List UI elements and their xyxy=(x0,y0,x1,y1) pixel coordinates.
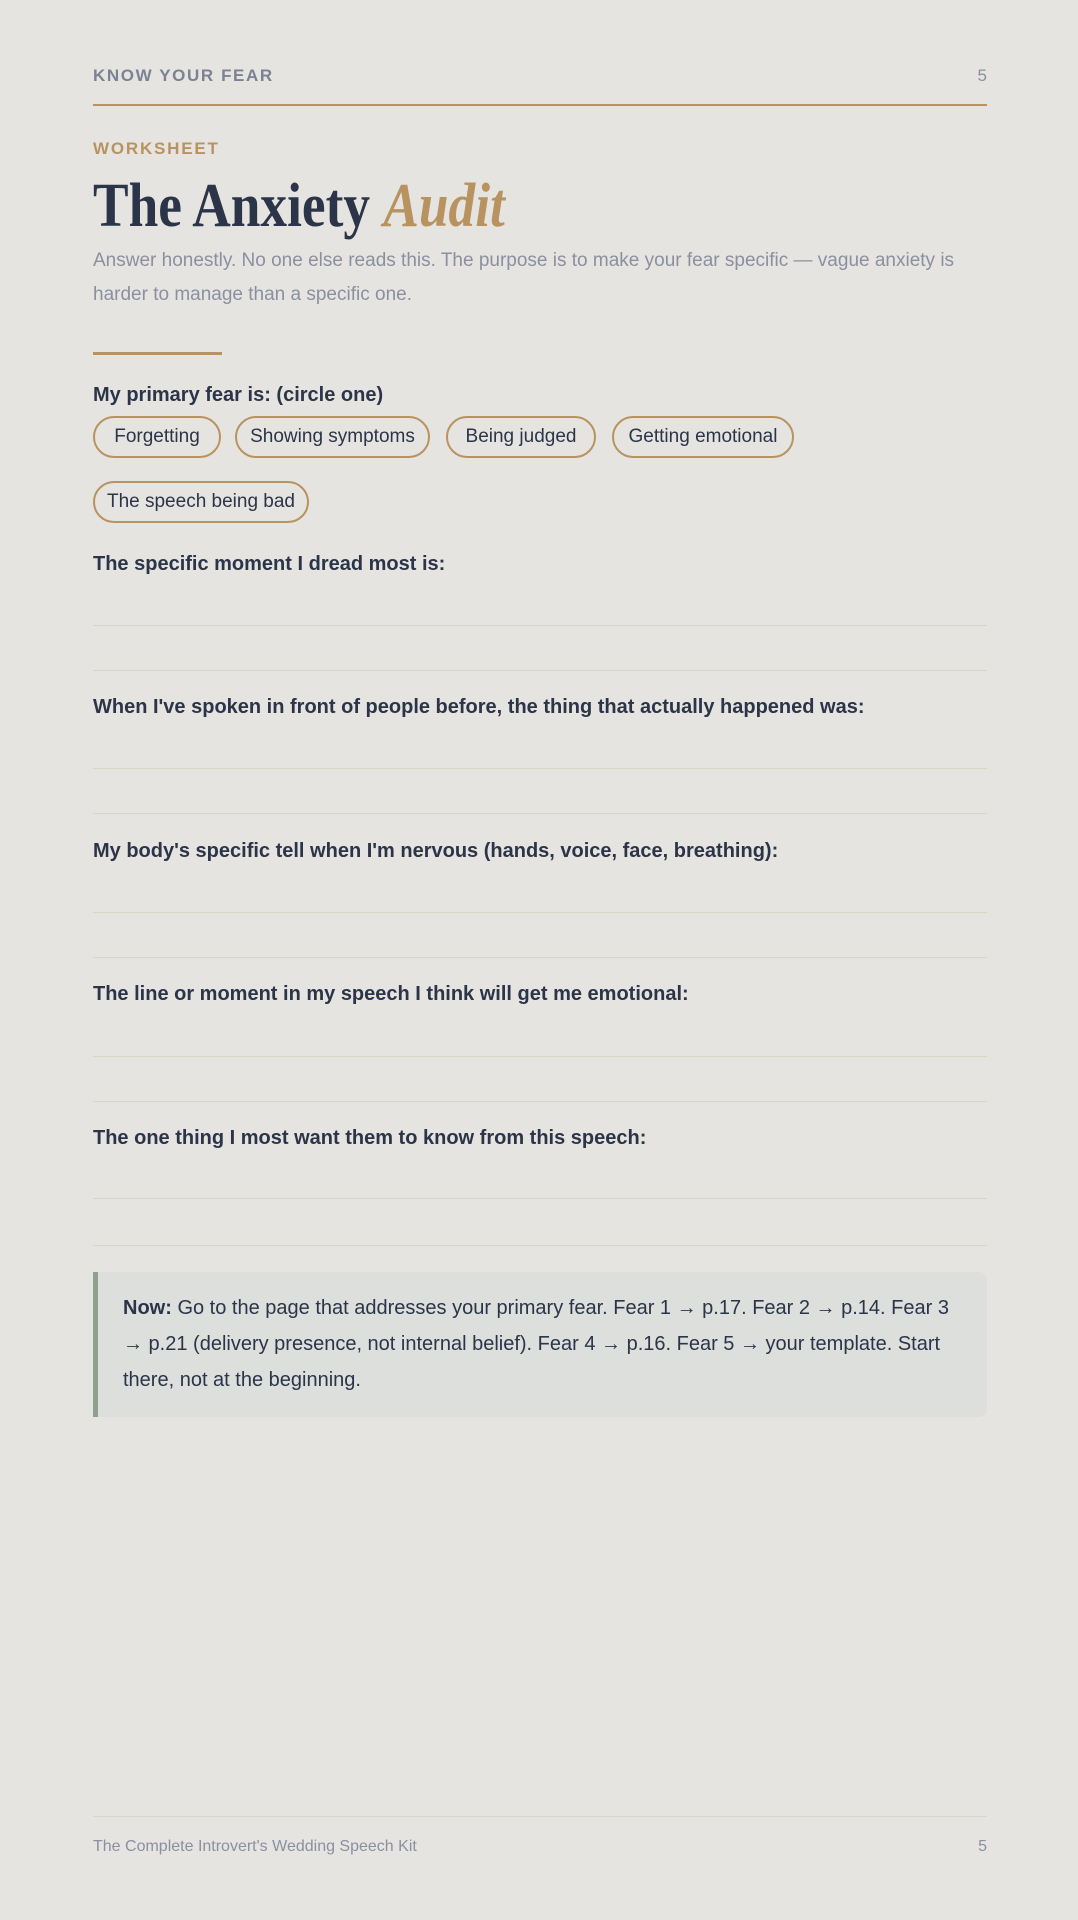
callout-lead: Now: xyxy=(123,1297,172,1319)
header-rule xyxy=(93,104,987,106)
title-main: The Anxiety xyxy=(93,172,371,240)
title-accent: Audit xyxy=(383,172,505,240)
answer-line[interactable] xyxy=(93,1056,987,1057)
answer-line[interactable] xyxy=(93,1101,987,1102)
section-name: KNOW YOUR FEAR xyxy=(93,66,274,85)
intro-text: Answer honestly. No one else reads this. The purpose is to make your fear specific — vague anxiety is harder to manage than a specific one. xyxy=(93,250,955,305)
footer-rule xyxy=(93,1816,987,1817)
question-dread-moment: The specific moment I dread most is: xyxy=(93,553,446,575)
next-step-callout xyxy=(93,1272,987,1417)
question-past-experience: When I've spoken in front of people before, the thing that actually happened was: xyxy=(93,696,865,718)
answer-line[interactable] xyxy=(93,670,987,671)
answer-line[interactable] xyxy=(93,1245,987,1246)
question-key-message: The one thing I most want them to know from this speech: xyxy=(93,1127,647,1149)
fear-option-being-judged[interactable]: Being judged xyxy=(446,416,596,458)
callout-body: Go to the page that addresses your primary fear. Fear 1 → p.17. Fear 2 → p.14. Fear 3 → p.21 (delivery presence, not internal belief). Fear 4 → p.16. Fear 5 → your template. Start there, not at the beginning. xyxy=(123,1297,949,1391)
primary-fear-label: My primary fear is: (circle one) xyxy=(93,384,384,406)
fear-option-getting-emotional[interactable]: Getting emotional xyxy=(612,416,794,458)
running-header xyxy=(93,64,987,88)
worksheet-kicker: WORKSHEET xyxy=(93,139,220,158)
question-emotional-line: The line or moment in my speech I think will get me emotional: xyxy=(93,983,689,1005)
fear-option-speech-being-bad[interactable]: The speech being bad xyxy=(93,481,309,523)
answer-line[interactable] xyxy=(93,912,987,913)
fear-option-forgetting[interactable]: Forgetting xyxy=(93,416,221,458)
answer-line[interactable] xyxy=(93,625,987,626)
section-divider xyxy=(93,352,222,355)
footer-page-number: 5 xyxy=(978,1838,987,1855)
answer-line[interactable] xyxy=(93,813,987,814)
page-title xyxy=(93,170,505,242)
callout-text xyxy=(123,1290,959,1398)
fear-option-showing-symptoms[interactable]: Showing symptoms xyxy=(235,416,430,458)
answer-line[interactable] xyxy=(93,957,987,958)
answer-line[interactable] xyxy=(93,768,987,769)
question-body-tell: My body's specific tell when I'm nervous (hands, voice, face, breathing): xyxy=(93,840,779,862)
worksheet-page xyxy=(93,0,987,1920)
answer-line[interactable] xyxy=(93,1198,987,1199)
page-footer xyxy=(93,1838,987,1856)
header-page-number: 5 xyxy=(977,66,987,85)
footer-book-title: The Complete Introvert's Wedding Speech Kit xyxy=(93,1838,417,1855)
